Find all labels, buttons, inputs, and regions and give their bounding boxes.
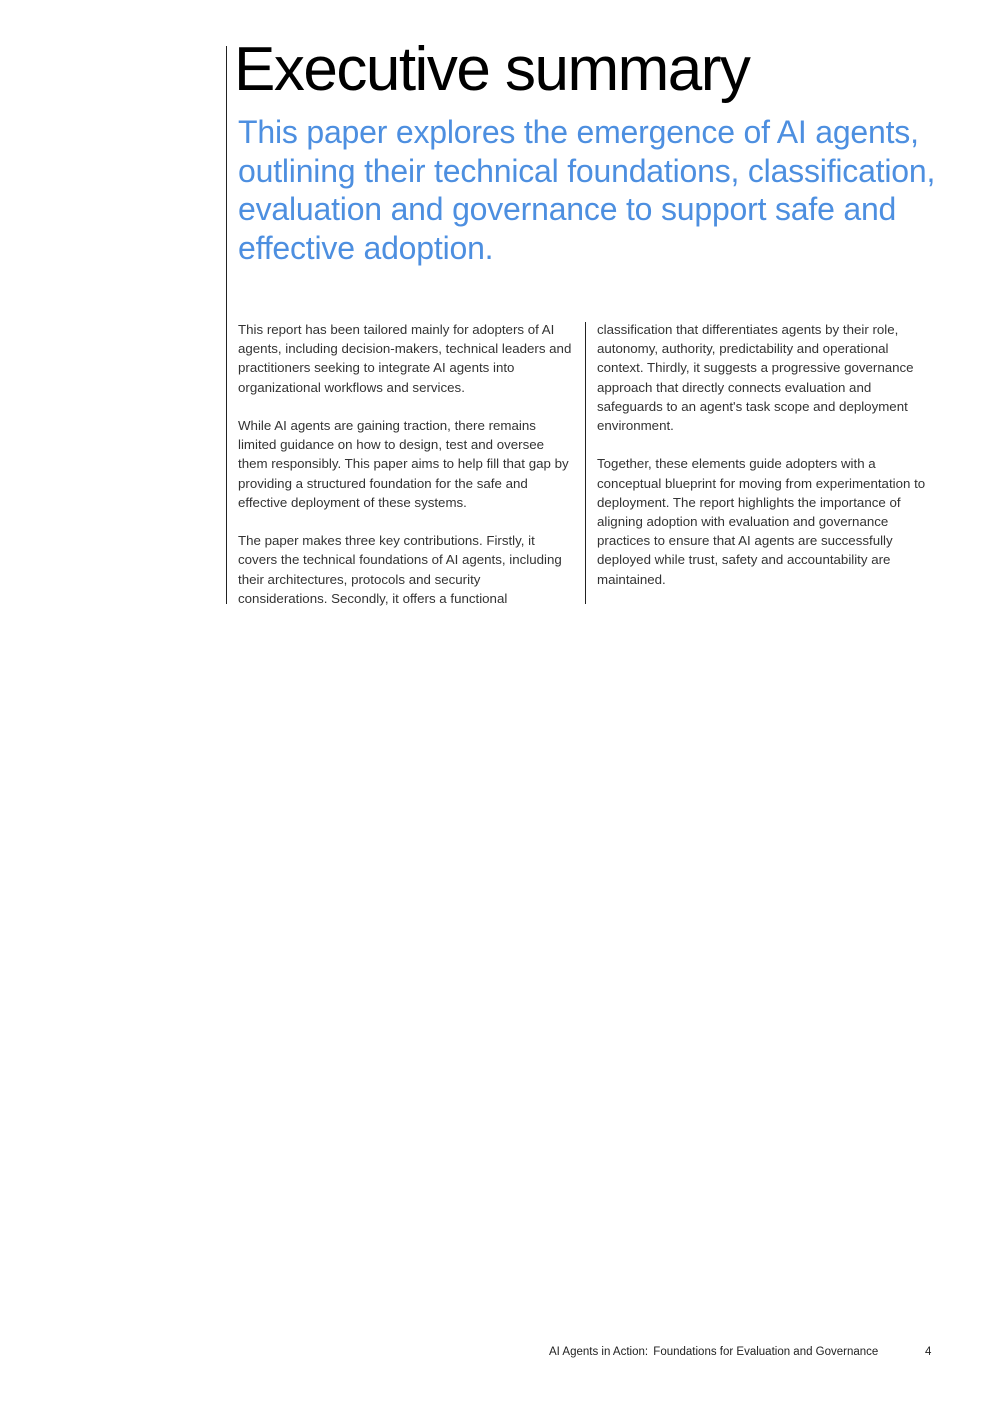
paragraph: classification that differentiates agents by their role, autonomy, authority, predictability and operational context. Thirdly, it suggests a progressive governance approach that directly connects evaluation and safeguards to an agent's task scope and deployment environment.: [597, 322, 914, 434]
body-column-right: [597, 320, 937, 608]
page-subtitle: This paper explores the emergence of AI agents, outlining their technical foundations, classification, evaluation and governance to support safe and effective adoption.: [238, 114, 936, 266]
paragraph: Together, these elements guide adopters with a conceptual blueprint for moving from experimentation to deployment. The report highlights the importance of aligning adoption with evaluation and governance practices to ensure that AI agents are successfully deployed while trust, safety and accountability are maintained.: [597, 456, 926, 587]
footer-report-title: AI Agents in Action:: [549, 1346, 649, 1358]
paragraph: This report has been tailored mainly for adopters of AI agents, including decision-makers, technical leaders and practitioners seeking to integrate AI agents into organizational workflows and services.: [238, 322, 572, 395]
footer-report-subtitle: Foundations for Evaluation and Governance: [653, 1346, 879, 1358]
paragraph: While AI agents are gaining traction, there remains limited guidance on how to design, test and oversee them responsibly. This paper aims to help fill that gap by providing a structured foundation for the safe and effective deployment of these systems.: [238, 418, 569, 510]
body-column-left: [238, 320, 573, 627]
page-number: 4: [925, 1346, 932, 1358]
paragraph: The paper makes three key contributions. Firstly, it covers the technical foundations of AI agents, including their architectures, protocols and security considerations. Secondly, it offers a functional: [238, 533, 562, 606]
page-footer: [549, 1346, 932, 1358]
page-title: Executive summary: [234, 35, 750, 104]
left-vertical-rule: [226, 46, 227, 604]
column-divider-rule: [585, 322, 586, 604]
